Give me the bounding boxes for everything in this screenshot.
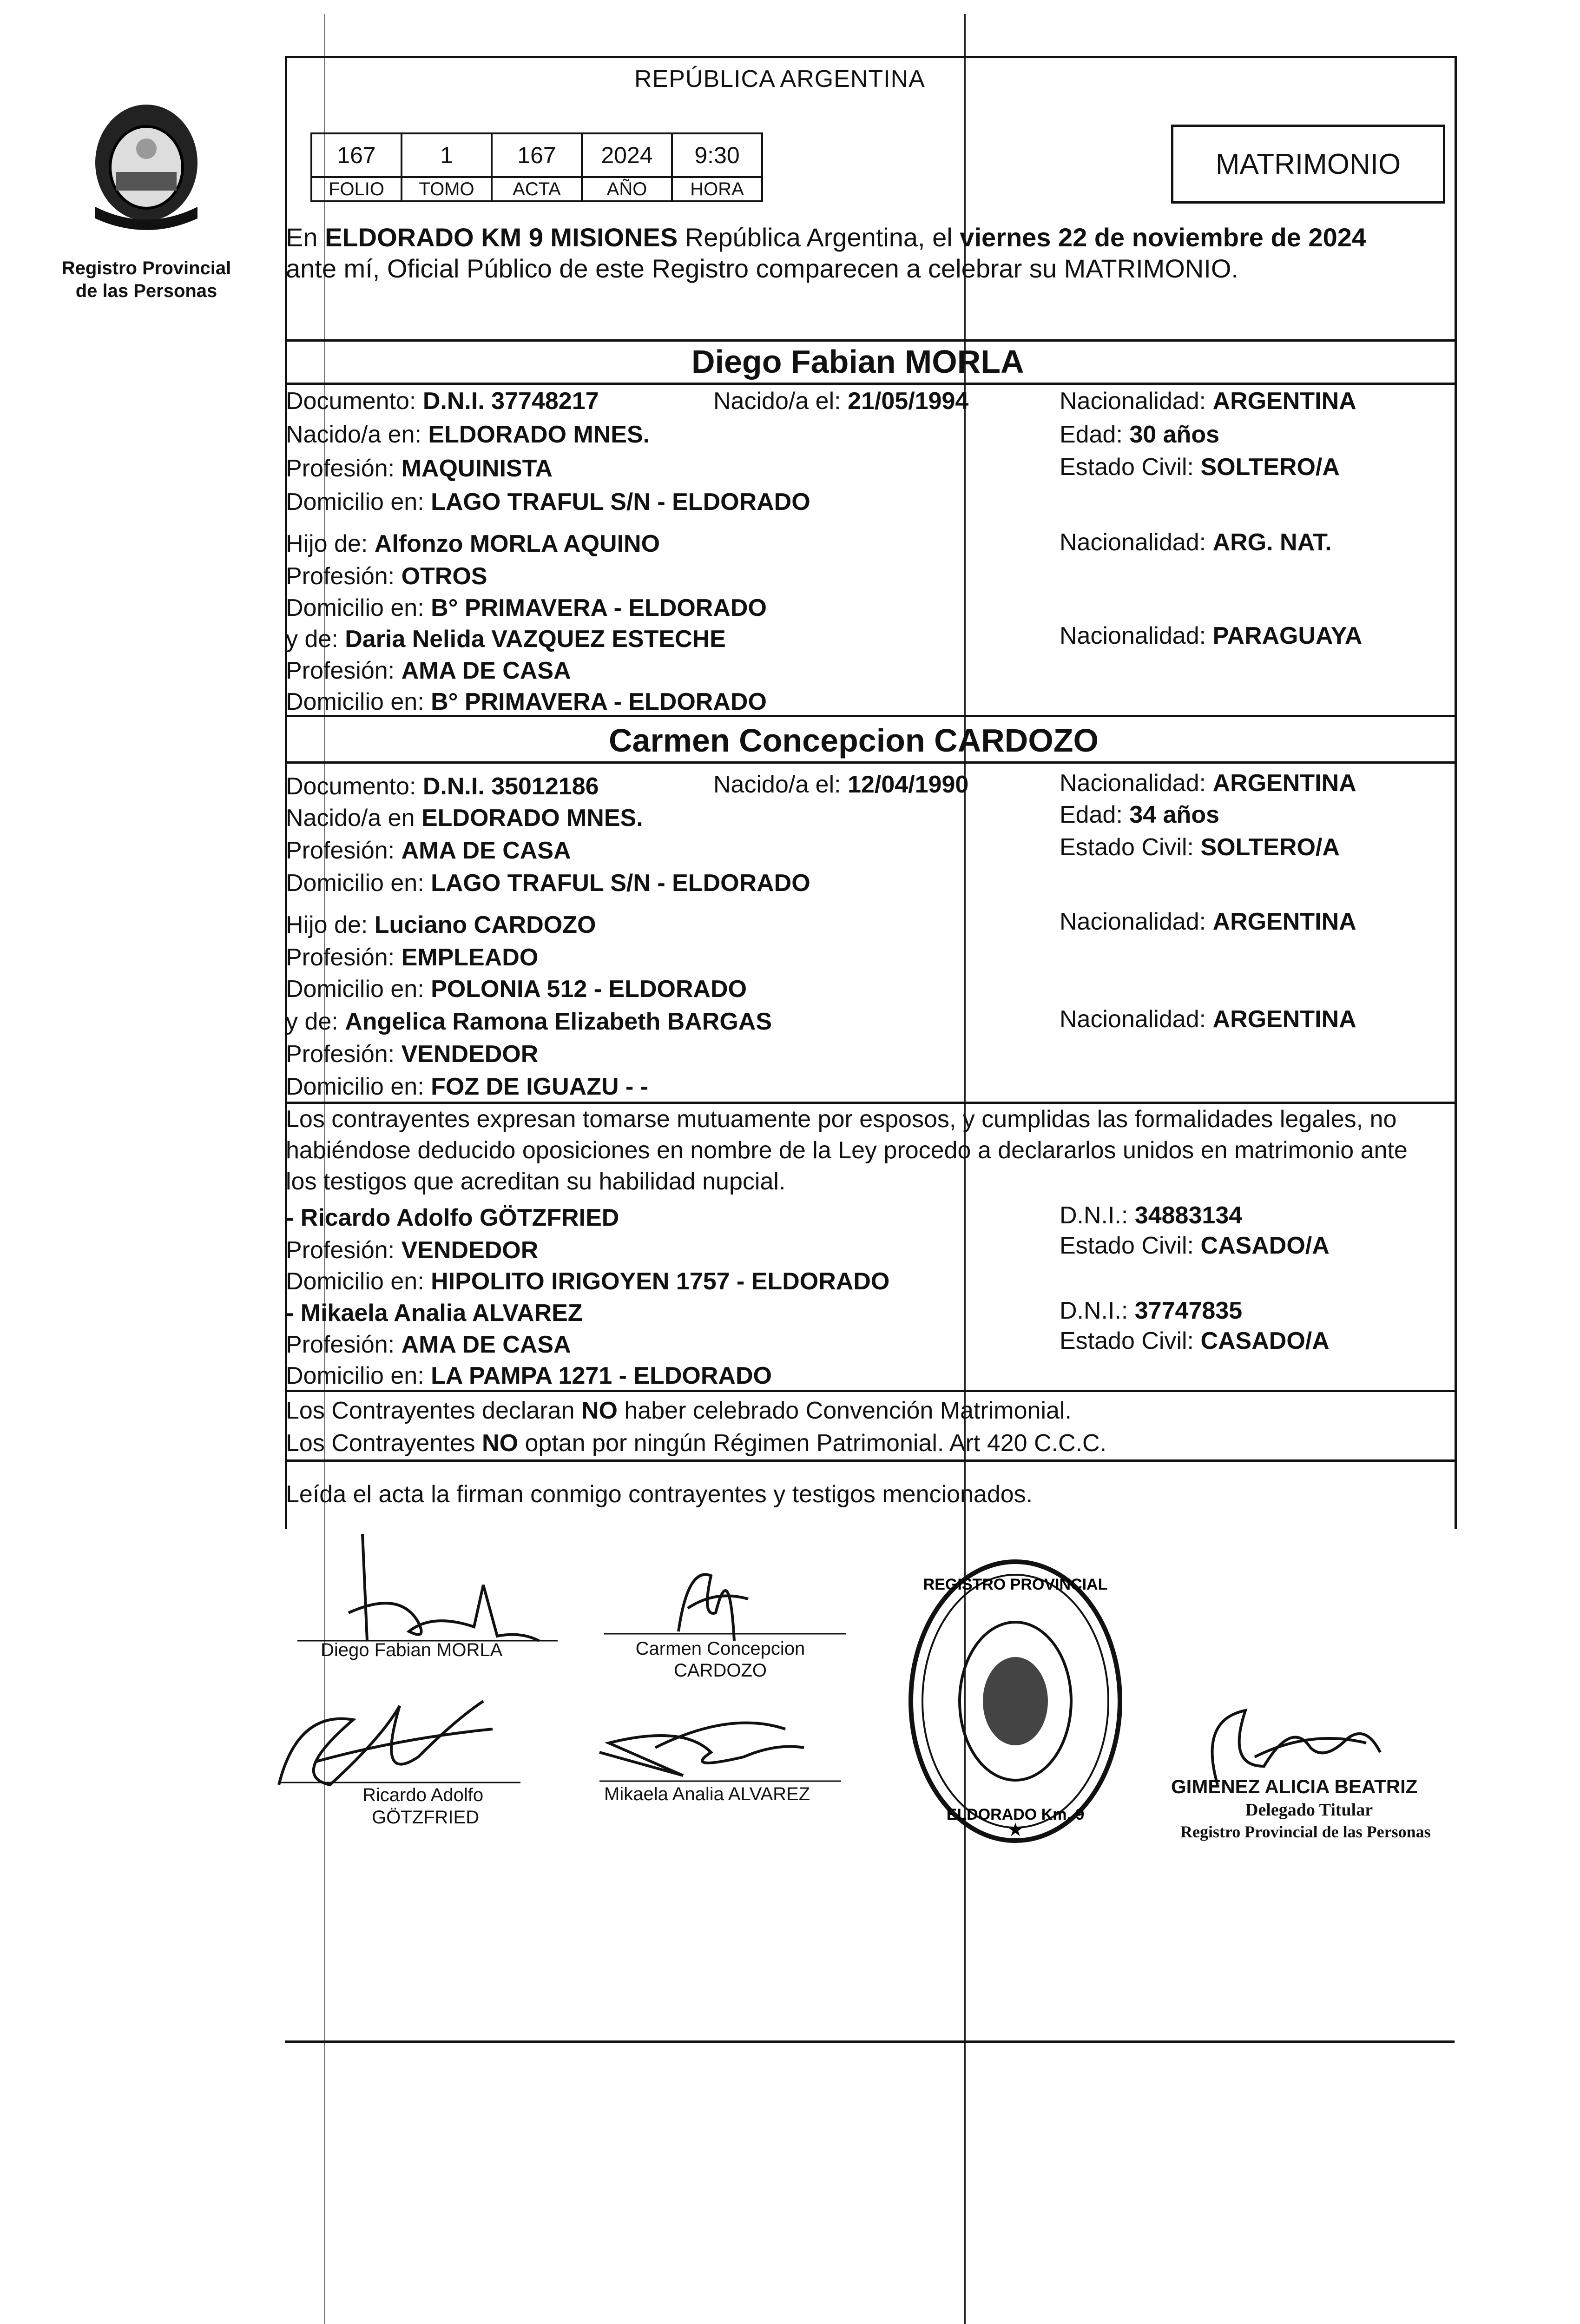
spouse2-address: Domicilio en: LAGO TRAFUL S/N - ELDORADO: [286, 870, 810, 897]
convention-line-2: Los Contrayentes NO optan por ningún Régimen Patrimonial. Art 420 C.C.C.: [286, 1430, 1107, 1457]
registry-logo: [84, 93, 209, 232]
witness1-dni: D.N.I.: 34883134: [1060, 1202, 1243, 1229]
declaration-line-3: los testigos que acreditan su habilidad nupcial.: [286, 1168, 786, 1195]
witness2-dni: D.N.I.: 37747835: [1060, 1297, 1243, 1324]
witness2-profession: Profesión: AMA DE CASA: [286, 1331, 571, 1358]
signature-label-spouse2-line1: Carmen Concepcion: [635, 1638, 805, 1659]
spouse1-name: Diego Fabian MORLA: [691, 343, 1024, 380]
spouse1-born: Nacido/a el: 21/05/1994: [713, 388, 969, 415]
country-title: REPÚBLICA ARGENTINA: [634, 66, 925, 92]
frame-bottom: [285, 2040, 1455, 2043]
hora-value: 9:30: [672, 133, 762, 177]
intro-line-2: ante mí, Oficial Público de este Registro comparecen a celebrar su MATRIMONIO.: [286, 254, 1238, 283]
witness1-civil-status: Estado Civil: CASADO/A: [1060, 1232, 1330, 1259]
intro-line-1: En ELDORADO KM 9 MISIONES República Argentina, el viernes 22 de noviembre de 2024: [286, 223, 1366, 252]
witness2-name: - Mikaela Analia ALVAREZ: [286, 1300, 583, 1327]
spouse1-mother-address: Domicilio en: B° PRIMAVERA - ELDORADO: [286, 688, 767, 715]
tomo-value: 1: [402, 133, 492, 177]
act-type-box: MATRIMONIO: [1171, 125, 1445, 204]
spouse2-document: Documento: D.N.I. 35012186: [286, 773, 599, 800]
spouse2-father-nationality: Nacionalidad: ARGENTINA: [1060, 908, 1356, 935]
spouse2-profession: Profesión: AMA DE CASA: [286, 837, 571, 864]
hora-label: HORA: [672, 177, 762, 201]
signature-label-witness2: Mikaela Analia ALVAREZ: [604, 1784, 810, 1804]
tomo-label: TOMO: [402, 177, 492, 201]
spouse2-age: Edad: 34 años: [1060, 801, 1219, 828]
officer-role: Delegado Titular: [1245, 1800, 1373, 1820]
signature-label-spouse1: Diego Fabian MORLA: [321, 1640, 503, 1660]
divider-1: [285, 339, 1455, 342]
spouse2-mother-nationality: Nacionalidad: ARGENTINA: [1060, 1006, 1356, 1033]
registry-name-line1: Registro Provincial: [61, 258, 231, 278]
signature-label-witness1-line1: Ricardo Adolfo: [362, 1785, 484, 1805]
spouse2-father: Hijo de: Luciano CARDOZO: [286, 911, 596, 938]
spouse1-birthplace: Nacido/a en: ELDORADO MNES.: [286, 421, 650, 448]
signature-label-spouse2-line2: CARDOZO: [674, 1660, 767, 1681]
spouse2-father-profession: Profesión: EMPLEADO: [286, 944, 539, 971]
witness2-address: Domicilio en: LA PAMPA 1271 - ELDORADO: [286, 1362, 772, 1389]
record-table: [310, 132, 763, 202]
spouse1-civil-status: Estado Civil: SOLTERO/A: [1060, 454, 1340, 481]
spouse2-birthplace: Nacido/a en ELDORADO MNES.: [286, 805, 643, 832]
spouse1-nationality: Nacionalidad: ARGENTINA: [1060, 388, 1356, 415]
provincial-seal-icon: [84, 93, 209, 232]
spouse1-father-address: Domicilio en: B° PRIMAVERA - ELDORADO: [286, 594, 767, 621]
divider-4: [285, 761, 1455, 764]
spouse1-father: Hijo de: Alfonzo MORLA AQUINO: [286, 530, 660, 557]
spouse1-father-profession: Profesión: OTROS: [286, 563, 487, 590]
spouse1-mother: y de: Daria Nelida VAZQUEZ ESTECHE: [286, 626, 726, 653]
spouse1-address: Domicilio en: LAGO TRAFUL S/N - ELDORADO: [286, 489, 810, 515]
declaration-line-1: Los contrayentes expresan tomarse mutuamente por esposos, y cumplidas las formalidades legales, no: [286, 1106, 1397, 1133]
spouse1-document: Documento: D.N.I. 37748217: [286, 388, 599, 415]
spouse2-mother: y de: Angelica Ramona Elizabeth BARGAS: [286, 1008, 772, 1035]
acta-label: ACTA: [492, 177, 582, 201]
signature-witness2: [590, 1697, 850, 1789]
folio-label: FOLIO: [311, 177, 402, 201]
anio-value: 2024: [582, 133, 672, 177]
closing-statement: Leída el acta la firman conmigo contrayentes y testigos mencionados.: [286, 1481, 1033, 1508]
spouse2-mother-profession: Profesión: VENDEDOR: [286, 1041, 539, 1068]
spouse1-age: Edad: 30 años: [1060, 421, 1219, 448]
divider-6: [285, 1390, 1455, 1392]
witness1-profession: Profesión: VENDEDOR: [286, 1237, 539, 1264]
spouse2-name: Carmen Concepcion CARDOZO: [609, 722, 1099, 759]
declaration-line-2: habiéndose deducido oposiciones en nombre de la Ley procedo a declararlos unidos en matrimonio ante: [286, 1137, 1408, 1164]
svg-text:REGISTRO PROVINCIAL: REGISTRO PROVINCIAL: [923, 1576, 1108, 1593]
spouse1-mother-profession: Profesión: AMA DE CASA: [286, 657, 571, 684]
convention-line-1: Los Contrayentes declaran NO haber celebrado Convención Matrimonial.: [286, 1397, 1072, 1424]
spouse1-father-nationality: Nacionalidad: ARG. NAT.: [1060, 529, 1332, 556]
witness2-civil-status: Estado Civil: CASADO/A: [1060, 1327, 1330, 1354]
spouse2-mother-address: Domicilio en: FOZ DE IGUAZU - -: [286, 1073, 649, 1100]
divider-2: [285, 383, 1455, 385]
divider-7: [285, 1459, 1455, 1462]
spouse2-born: Nacido/a el: 12/04/1990: [713, 771, 969, 798]
spouse2-civil-status: Estado Civil: SOLTERO/A: [1060, 834, 1340, 861]
signature-label-witness1-line2: GÖTZFRIED: [372, 1807, 480, 1828]
spouse1-profession: Profesión: MAQUINISTA: [286, 455, 553, 482]
acta-value: 167: [492, 133, 582, 177]
anio-label: AÑO: [582, 177, 672, 201]
witness1-address: Domicilio en: HIPOLITO IRIGOYEN 1757 - ELDORADO: [286, 1268, 890, 1295]
frame-top: [285, 56, 1455, 58]
spouse2-father-address: Domicilio en: POLONIA 512 - ELDORADO: [286, 976, 747, 1003]
registry-name-line2: de las Personas: [75, 281, 217, 301]
spouse1-mother-nationality: Nacionalidad: PARAGUAYA: [1060, 622, 1363, 649]
spouse2-nationality: Nacionalidad: ARGENTINA: [1060, 770, 1356, 797]
registry-stamp-seal: [904, 1552, 1127, 1850]
officer-organization: Registro Provincial de las Personas: [1180, 1822, 1431, 1841]
svg-text:ELDORADO Km. 9: ELDORADO Km. 9: [946, 1806, 1085, 1823]
folio-value: 167: [311, 133, 402, 177]
svg-text:★: ★: [1007, 1819, 1024, 1841]
witness1-name: - Ricardo Adolfo GÖTZFRIED: [286, 1204, 619, 1231]
divider-5: [285, 1102, 1455, 1104]
officer-name: GIMENEZ ALICIA BEATRIZ: [1171, 1776, 1418, 1797]
